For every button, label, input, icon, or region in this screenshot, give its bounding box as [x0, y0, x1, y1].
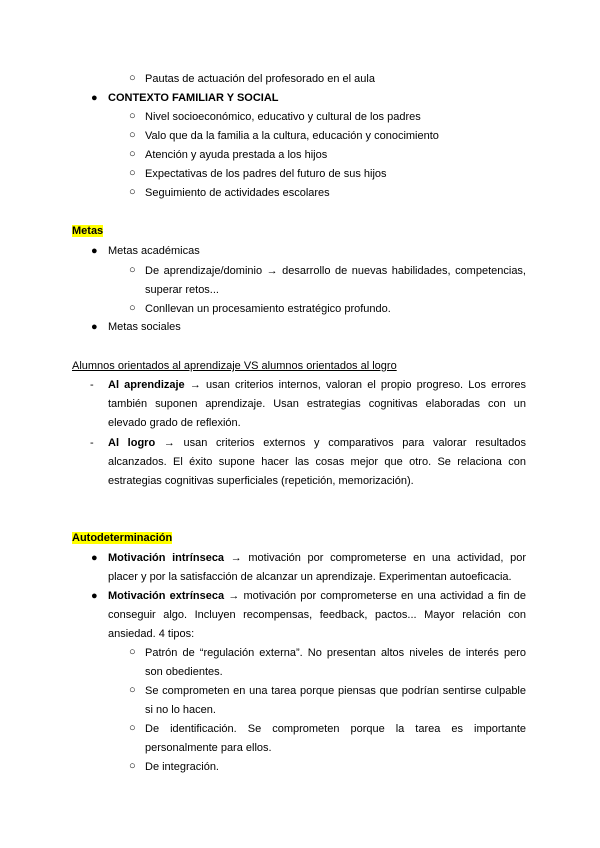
- paragraph-line: alcanzados. El éxito supone hacer las cosas mejor que otro. Se relaciona con: [108, 456, 526, 468]
- circle-bullet-icon: ○: [129, 722, 136, 734]
- paragraph-line: también suponen aprendizaje. Usan estrategias cognitivas elaboradas con un: [108, 398, 526, 410]
- list-item-continuation: si no lo hacen.: [145, 704, 216, 716]
- paragraph-line: Al logro → usan criterios externos y comparativos para valorar resultados: [108, 437, 526, 449]
- list-item: De identificación. Se comprometen porque la tarea es importante: [145, 723, 526, 735]
- circle-bullet-icon: ○: [129, 148, 136, 160]
- bullet-icon: ●: [91, 92, 98, 104]
- list-item: Metas sociales: [108, 321, 181, 333]
- list-item: Seguimiento de actividades escolares: [145, 187, 330, 199]
- section-title-autodeterminacion: Autodeterminación: [72, 532, 173, 544]
- list-item-continuation: son obedientes.: [145, 666, 223, 678]
- bullet-icon: ●: [91, 245, 98, 257]
- list-item-continuation: superar retos...: [145, 284, 219, 296]
- paragraph-line: placer y por la satisfacción de alcanzar un aprendizaje. Experimentan autoeficacia.: [108, 571, 512, 583]
- paragraph-line: Motivación intrínseca → motivación por comprometerse en una actividad, por: [108, 552, 526, 564]
- section-title-metas: Metas: [72, 225, 104, 237]
- list-item-continuation: personalmente para ellos.: [145, 742, 272, 754]
- list-item: Conllevan un procesamiento estratégico profundo.: [145, 303, 391, 315]
- section-heading: CONTEXTO FAMILIAR Y SOCIAL: [108, 92, 279, 104]
- circle-bullet-icon: ○: [129, 264, 136, 276]
- list-item: Patrón de “regulación externa”. No presentan altos niveles de interés pero: [145, 647, 526, 659]
- term-label: Motivación extrínseca: [108, 590, 225, 602]
- paragraph-line: Al aprendizaje → usan criterios internos, valoran el propio progreso. Los errores: [108, 379, 526, 391]
- circle-bullet-icon: ○: [129, 167, 136, 179]
- list-item: Nivel socioeconómico, educativo y cultural de los padres: [145, 111, 421, 123]
- paragraph-line: elevado grado de reflexión.: [108, 417, 241, 429]
- circle-bullet-icon: ○: [129, 302, 136, 314]
- circle-bullet-icon: ○: [129, 646, 136, 658]
- list-item: Se comprometen en una tarea porque piensas que podrían sentirse culpable: [145, 685, 526, 697]
- bullet-icon: ●: [91, 321, 98, 333]
- list-item: Expectativas de los padres del futuro de sus hijos: [145, 168, 387, 180]
- list-item: De aprendizaje/dominio → desarrollo de nuevas habilidades, competencias,: [145, 265, 526, 277]
- list-item: Valo que da la familia a la cultura, educación y conocimiento: [145, 130, 439, 142]
- circle-bullet-icon: ○: [129, 72, 136, 84]
- term-label: Motivación intrínseca: [108, 552, 225, 564]
- term-label: Al logro: [108, 437, 156, 449]
- list-item: Atención y ayuda prestada a los hijos: [145, 149, 328, 161]
- dash-bullet-icon: -: [90, 437, 94, 449]
- paragraph-line: estrategias cognitivas superficiales (repetición, memorización).: [108, 475, 414, 487]
- circle-bullet-icon: ○: [129, 684, 136, 696]
- subsection-title: Alumnos orientados al aprendizaje VS alumnos orientados al logro: [72, 360, 397, 372]
- term-label: Al aprendizaje: [108, 379, 185, 391]
- bullet-icon: ●: [91, 552, 98, 564]
- circle-bullet-icon: ○: [129, 110, 136, 122]
- list-item: Metas académicas: [108, 245, 200, 257]
- circle-bullet-icon: ○: [129, 760, 136, 772]
- list-item: De integración.: [145, 761, 219, 773]
- list-item: Pautas de actuación del profesorado en el aula: [145, 73, 375, 85]
- circle-bullet-icon: ○: [129, 186, 136, 198]
- paragraph-line: ansiedad. 4 tipos:: [108, 628, 195, 640]
- dash-bullet-icon: -: [90, 379, 94, 391]
- bullet-icon: ●: [91, 590, 98, 602]
- circle-bullet-icon: ○: [129, 129, 136, 141]
- paragraph-line: conseguir algo. Incluyen recompensas, feedback, pactos... Mayor relación con: [108, 609, 526, 621]
- paragraph-line: Motivación extrínseca → motivación por comprometerse en una actividad a fin de: [108, 590, 527, 602]
